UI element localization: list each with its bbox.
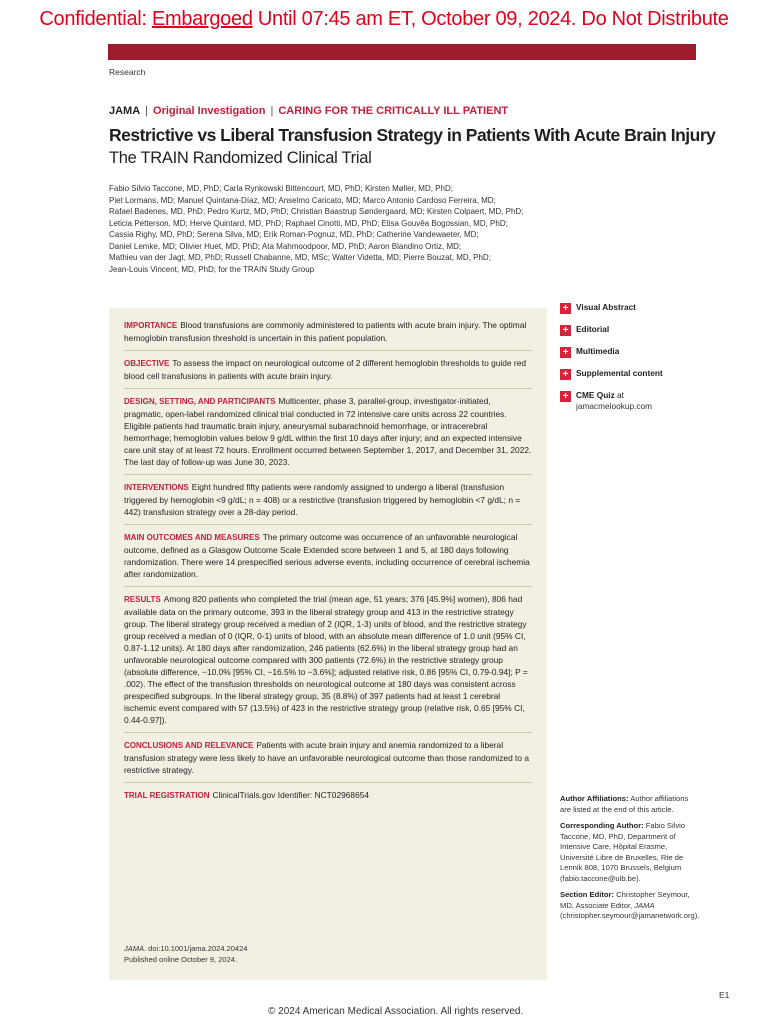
- author-list: [109, 183, 559, 275]
- article-subtitle: The TRAIN Randomized Clinical Trial: [109, 149, 372, 167]
- citation-doi: [124, 943, 247, 954]
- section-text: To assess the impact on neurological outcome of 2 different hemoglobin thresholds to guide red blood cell transfusions in patients with acute brain injury.: [124, 358, 527, 381]
- section-text: Eight hundred fifty patients were randomly assigned to undergo a liberal (transfusion triggered by hemoglobin <9 g/dL; n = 408) or a restrictive (transfusion triggered by hemoglobin <7 g/dL; n = 442) transfusion strategy over a 28-day period.: [124, 482, 521, 517]
- doi-text[interactable]: . doi:10.1001/jama.2024.20424: [144, 944, 248, 953]
- abstract-outcomes: [124, 531, 532, 580]
- abstract-interventions: [124, 481, 532, 518]
- abstract-design: [124, 395, 532, 468]
- author-line: Fabio Silvio Taccone, MD, PhD; Carla Rynkowski Bittencourt, MD, PhD; Kirsten Møller, MD, PhD;: [109, 184, 453, 193]
- author-line: Jean-Louis Vincent, MD, PhD; for the TRAIN Study Group: [109, 264, 315, 274]
- link-label: Visual Abstract: [576, 302, 636, 312]
- info-heading: Author Affiliations:: [560, 794, 629, 803]
- section-heading: MAIN OUTCOMES AND MEASURES: [124, 533, 260, 542]
- section-text: Patients with acute brain injury and anemia randomized to a liberal transfusion strategy were less likely to have an unfavorable neurological outcome than those randomized to a restrictive strategy.: [124, 740, 530, 775]
- plus-icon: +: [560, 347, 571, 358]
- citation-published: Published online October 9, 2024.: [124, 955, 237, 964]
- abstract: [124, 319, 532, 808]
- editorial-link[interactable]: [560, 324, 700, 336]
- section-heading: RESULTS: [124, 595, 161, 604]
- section-text: Blood transfusions are commonly administered to patients with acute brain injury. The optimal hemoglobin transfusion threshold is uncertain in this patient population.: [124, 320, 527, 343]
- section-heading: IMPORTANCE: [124, 321, 178, 330]
- divider: [124, 524, 532, 525]
- divider: [124, 586, 532, 587]
- link-label: Multimedia: [576, 346, 620, 356]
- author-line: Leticia Petterson, MD; Herve Quintard, MD, PhD; Raphael Cinotti, MD, PhD; Elisa Gouvêa Bogossian, MD, PhD;: [109, 218, 508, 228]
- plus-icon: +: [560, 325, 571, 336]
- author-line: Piet Lormans, MD; Manuel Quintana-Díaz, MD; Anselmo Caricato, MD; Marco Antonio Cardoso Ferreira, MD;: [109, 195, 496, 205]
- link-label: Supplemental content: [576, 368, 663, 378]
- info-journal: JAMA: [634, 900, 655, 910]
- journal-name: JAMA: [109, 105, 141, 117]
- info-text: Author affiliations are listed at the end of this article.: [560, 794, 689, 814]
- multimedia-link[interactable]: [560, 346, 700, 358]
- kicker-separator: |: [145, 105, 149, 117]
- supplemental-content-link[interactable]: [560, 368, 700, 380]
- link-suffix: at: [614, 390, 624, 400]
- visual-abstract-link[interactable]: [560, 302, 700, 314]
- article-type: Original Investigation: [153, 105, 266, 117]
- info-text: Christopher Seymour, MD, Associate Editor,: [560, 890, 690, 910]
- info-heading: Corresponding Author:: [560, 821, 644, 830]
- author-affiliations: [560, 794, 700, 815]
- article-series: CARING FOR THE CRITICALLY ILL PATIENT: [278, 105, 509, 117]
- abstract-importance: [124, 319, 532, 344]
- embargo-prefix: Confidential:: [39, 8, 152, 30]
- section-editor: [560, 890, 700, 922]
- divider: [124, 350, 532, 351]
- link-url[interactable]: jamacmelookup.com: [576, 401, 653, 411]
- embargo-notice: [0, 8, 768, 31]
- section-label: Research: [109, 67, 146, 77]
- section-heading: CONCLUSIONS AND RELEVANCE: [124, 741, 254, 750]
- abstract-registration: [124, 789, 532, 802]
- abstract-results: [124, 593, 532, 726]
- author-line: Daniel Lemke, MD; Olivier Huet, MD, PhD; Ata Mahmoodpoor, MD, PhD; Aaron Blandino Ortiz, MD;: [109, 241, 462, 251]
- divider: [124, 732, 532, 733]
- section-heading: TRIAL REGISTRATION: [124, 791, 210, 800]
- article-kicker: [109, 105, 508, 117]
- info-heading: Section Editor:: [560, 890, 615, 899]
- section-heading: INTERVENTIONS: [124, 483, 189, 492]
- kicker-separator: |: [270, 105, 274, 117]
- page-number: E1: [719, 990, 730, 1000]
- section-text: The primary outcome was occurrence of an unfavorable neurological outcome, defined as a Glasgow Outcome Scale Extended score between 1 and 5, at 180 days following randomization. There were 14 prespecified serious adverse events, including occurrence of cerebral ischemia after randomization.: [124, 532, 530, 579]
- plus-icon: +: [560, 369, 571, 380]
- section-heading: DESIGN, SETTING, AND PARTICIPANTS: [124, 397, 276, 406]
- citation-note: [124, 943, 247, 965]
- section-text: Among 820 patients who completed the trial (mean age, 51 years; 376 [45.9%] women), 806 had available data on the primary outcome, 393 in the liberal strategy group and 413 in the restrictive strategy group. The liberal strategy group received a median of 2 (IQR, 1-3) units of blood, and the restrictive strategy group received a median of 0 (IQR, 0-1) units of blood, with an absolute mean difference of 1.0 unit (95% CI, 0.87-1.12 units). At 180 days after randomization, 246 patients (62.6%) in the liberal strategy group had an unfavorable neurological outcome compared with 300 patients (72.6%) in the restrictive strategy group (absolute difference, −10.0% [95% CI, −16.5% to −3.6%]; adjusted relative risk, 0.86 [95% CI, 0.79-0.94]; P = .002). The effect of the transfusion thresholds on neurological outcome at 180 days was consistent across prespecified subgroups. In the liberal strategy group, 35 (8.8%) of 397 patients had at least 1 cerebral ischemic event compared with 57 (13.5%) of 423 in the restrictive strategy group (relative risk, 0.65 [95% CI, 0.44-0.97]).: [124, 594, 528, 725]
- plus-icon: +: [560, 391, 571, 402]
- section-text: Multicenter, phase 3, parallel-group, investigator-initiated, pragmatic, open-label randomized clinical trial conducted in 72 intensive care units across 22 countries. Eligible patients had traumatic brain injury, aneurysmal subarachnoid hemorrhage, or intracerebral hemorrhage; hemoglobin values below 9 g/dL within the first 10 days after injury; and an expected intensive care unit stay of at least 72 hours. Enrollment occurred between September 1, 2017, and December 31, 2022. The last day of follow-up was June 30, 2023.: [124, 396, 532, 467]
- info-text: (christopher.seymour@jamanetwork.org).: [560, 911, 700, 920]
- copyright-notice: © 2024 American Medical Association. All rights reserved.: [268, 1006, 524, 1017]
- link-label: CME Quiz: [576, 390, 615, 400]
- abstract-objective: [124, 357, 532, 382]
- author-info: [560, 794, 700, 928]
- embargo-suffix: Until 07:45 am ET, October 09, 2024. Do Not Distribute: [252, 8, 729, 30]
- article-title: Restrictive vs Liberal Transfusion Strategy in Patients With Acute Brain Injury: [109, 125, 716, 145]
- author-line: Mathieu van der Jagt, MD, PhD; Russell Chabanne, MD, MSc; Walter Videtta, MD; Pierre Bouzat, MD, PhD;: [109, 253, 491, 262]
- divider: [124, 388, 532, 389]
- author-line: Rafael Badenes, MD, PhD; Pedro Kurtz, MD, PhD; Christian Baastrup Søndergaard, MD; Kirsten Colpaert, MD, PhD;: [109, 207, 524, 216]
- section-text[interactable]: ClinicalTrials.gov Identifier: NCT02968654: [212, 790, 370, 800]
- abstract-conclusions: [124, 739, 532, 776]
- embargo-word: Embargoed: [151, 8, 253, 30]
- author-line: Cassia Righy, MD, PhD; Serena Silva, MD; Erik Roman-Pognuz, MD, PhD; Catherine Vandewaeter, MD;: [109, 230, 479, 239]
- citation-journal: JAMA: [124, 944, 145, 953]
- header-bar: [108, 44, 696, 60]
- divider: [124, 474, 532, 475]
- plus-icon: +: [560, 303, 571, 314]
- related-content: [560, 302, 700, 422]
- link-label: Editorial: [576, 324, 610, 334]
- cme-quiz-link[interactable]: [560, 390, 700, 412]
- section-heading: OBJECTIVE: [124, 359, 170, 368]
- info-text: Fabio Silvio Taccone, MD, PhD, Department of Intensive Care, Hôpital Erasme, Université Libre de Bruxelles, Rte de Lennik 808, 1070 Brussels, Belgium (fabio.taccone@ulb.be).: [560, 821, 686, 883]
- corresponding-author: [560, 821, 700, 884]
- divider: [124, 782, 532, 783]
